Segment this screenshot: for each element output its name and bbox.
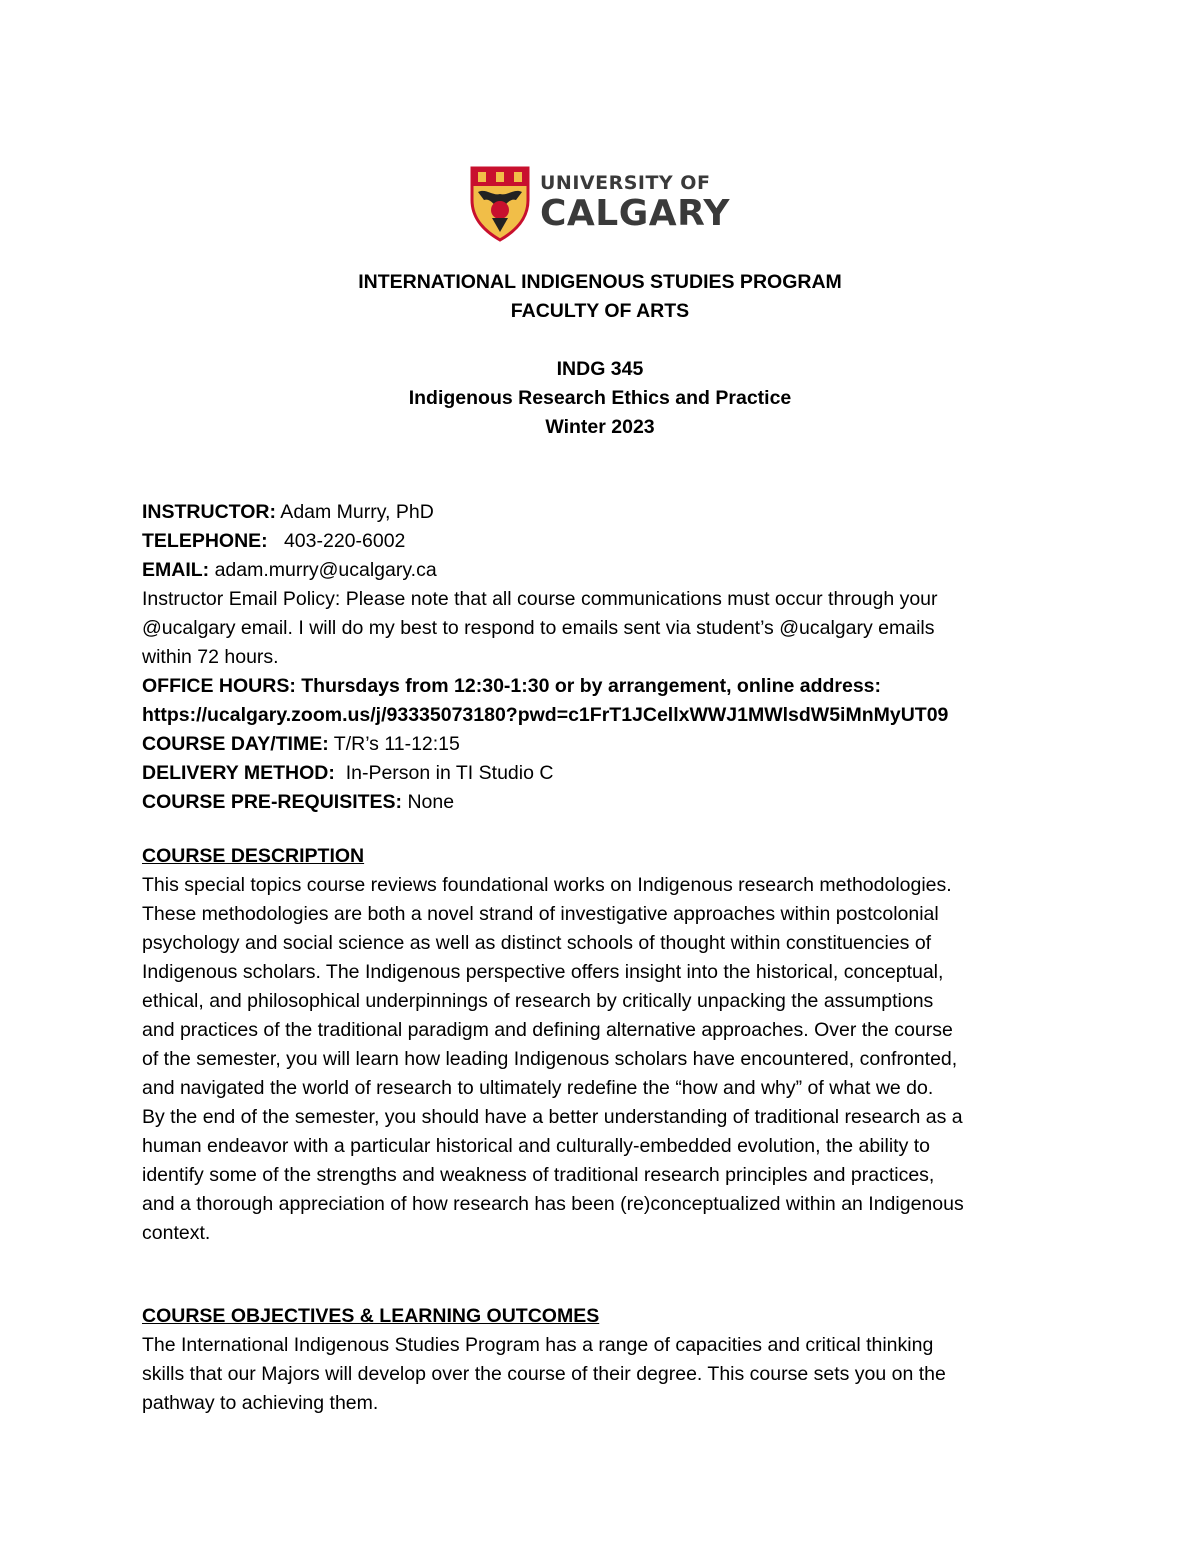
crest-icon xyxy=(470,166,530,242)
description-line: Indigenous scholars. The Indigenous perspective offers insight into the historical, conceptual, xyxy=(142,961,944,983)
objectives-line: The International Indigenous Studies Program has a range of capacities and critical thinking xyxy=(142,1334,934,1356)
description-line: ethical, and philosophical underpinnings of research by critically unpacking the assumptions xyxy=(142,990,934,1012)
objectives-line: skills that our Majors will develop over the course of their degree. This course sets you on the xyxy=(142,1363,946,1385)
course-code: INDG 345 xyxy=(556,358,644,380)
description-line: identify some of the strengths and weakness of traditional research principles and practices, xyxy=(142,1164,935,1186)
objectives-line: pathway to achieving them. xyxy=(142,1392,379,1414)
delivery-method-value: In-Person in TI Studio C xyxy=(334,762,554,784)
university-logo xyxy=(470,166,732,242)
course-objectives-heading: COURSE OBJECTIVES & LEARNING OUTCOMES xyxy=(142,1305,600,1327)
prerequisites-value: None xyxy=(402,791,455,813)
prerequisites-line xyxy=(142,788,1072,817)
description-line: These methodologies are both a novel strand of investigative approaches within postcolonial xyxy=(142,903,939,925)
email-value: adam.murry@ucalgary.ca xyxy=(209,559,437,581)
description-line: and navigated the world of research to ultimately redefine the “how and why” of what we do. xyxy=(142,1077,934,1099)
telephone-value: 403-220-6002 xyxy=(267,530,406,552)
course-description-heading: COURSE DESCRIPTION xyxy=(142,845,365,867)
course-daytime-value: T/R’s 11-12:15 xyxy=(328,733,460,755)
email-policy-line-2: @ucalgary email. I will do my best to respond to emails sent via student’s @ucalgary emails xyxy=(142,617,935,639)
office-hours-url: https://ucalgary.zoom.us/j/93335073180?pwd=c1FrT1JCellxWWJ1MWlsdW5iMnMyUT09 xyxy=(142,704,949,726)
course-term: Winter 2023 xyxy=(545,416,655,438)
delivery-method-line xyxy=(142,759,1072,788)
description-line: and a thorough appreciation of how research has been (re)conceptualized within an Indigenous xyxy=(142,1193,964,1215)
office-hours-value: Thursdays from 12:30-1:30 or by arrangement, online address: xyxy=(295,675,882,697)
logo-wordmark xyxy=(540,172,730,234)
logo-line-2: CALGARY xyxy=(540,193,730,234)
office-hours-line xyxy=(142,672,1072,701)
delivery-method-label: DELIVERY METHOD: xyxy=(142,762,335,784)
office-hours-label: OFFICE HOURS: xyxy=(142,675,296,697)
telephone-line xyxy=(142,527,1072,556)
email-policy-line-1: Instructor Email Policy: Please note that all course communications must occur through your xyxy=(142,588,938,610)
prerequisites-label: COURSE PRE-REQUISITES: xyxy=(142,791,403,813)
description-line: psychology and social science as well as distinct schools of thought within constituencies of xyxy=(142,932,932,954)
instructor-label: INSTRUCTOR: xyxy=(142,501,276,523)
faculty-name: FACULTY OF ARTS xyxy=(510,300,690,322)
course-daytime-line xyxy=(142,730,1072,759)
course-info xyxy=(142,498,1072,817)
logo-line-1: UNIVERSITY OF xyxy=(540,172,711,194)
course-objectives-section xyxy=(142,1302,1072,1418)
instructor-value: Adam Murry, PhD xyxy=(275,501,434,523)
description-line: human endeavor with a particular historical and culturally-embedded evolution, the ability to xyxy=(142,1135,931,1157)
description-line: This special topics course reviews foundational works on Indigenous research methodologies. xyxy=(142,874,952,896)
email-label: EMAIL: xyxy=(142,559,210,581)
instructor-line xyxy=(142,498,1072,527)
email-policy-line-3: within 72 hours. xyxy=(142,646,279,668)
program-name: INTERNATIONAL INDIGENOUS STUDIES PROGRAM xyxy=(358,271,842,293)
course-title: Indigenous Research Ethics and Practice xyxy=(408,387,792,409)
description-line: context. xyxy=(142,1222,211,1244)
description-line: of the semester, you will learn how leading Indigenous scholars have encountered, confronted, xyxy=(142,1048,958,1070)
description-line: and practices of the traditional paradigm and defining alternative approaches. Over the course xyxy=(142,1019,953,1041)
email-line xyxy=(142,556,1072,585)
description-line: By the end of the semester, you should have a better understanding of traditional research as a xyxy=(142,1106,963,1128)
course-daytime-label: COURSE DAY/TIME: xyxy=(142,733,329,755)
telephone-label: TELEPHONE: xyxy=(142,530,268,552)
course-description-section xyxy=(142,842,1072,1248)
